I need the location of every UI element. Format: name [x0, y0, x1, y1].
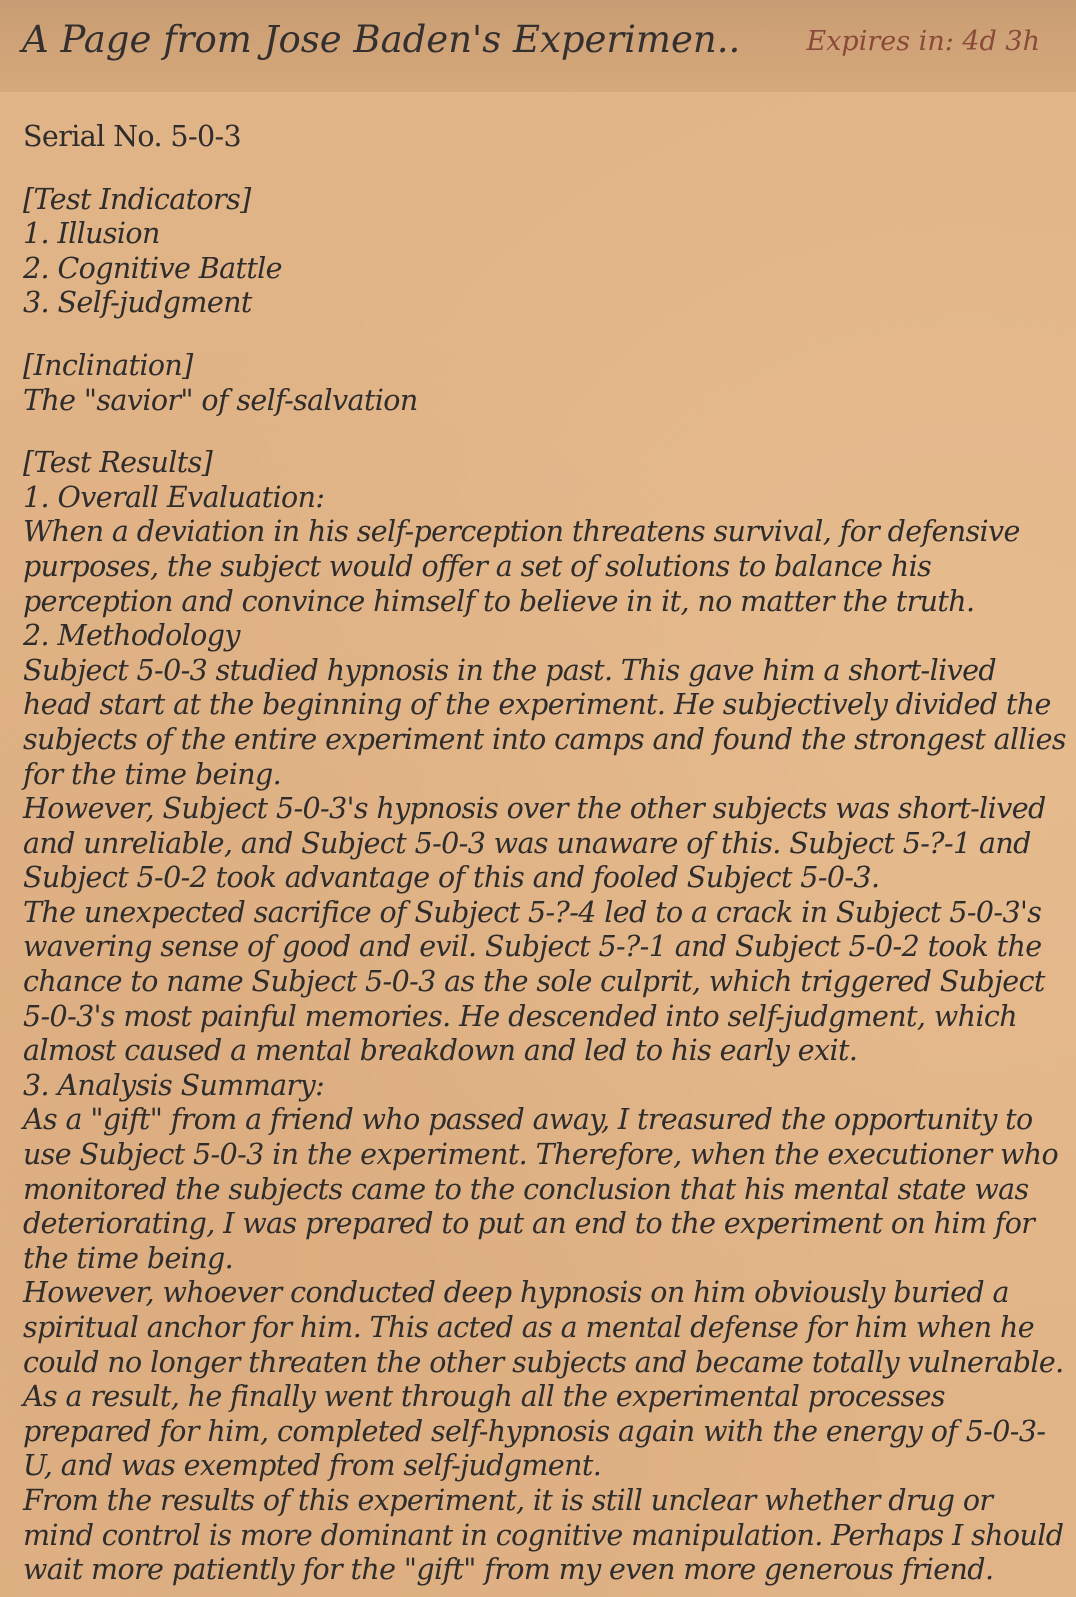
analysis-heading: 3. Analysis Summary: [23, 1068, 325, 1102]
page-title: A Page from Jose Baden's Experimen.. [22, 18, 741, 61]
indicators-heading: [Test Indicators] [23, 182, 251, 216]
methodology-heading: 2. Methodology [23, 619, 240, 653]
header-bar [0, 0, 1076, 92]
indicator-item: 2. Cognitive Battle [23, 251, 282, 285]
indicator-item: 3. Self-judgment [23, 286, 252, 320]
analysis-paragraph: As a "gift" from a friend who passed away, I treasured the opportunity to use Subject 5-0-3 in the experiment. Therefore, when the executioner who monitored the subjects came to the conclusion that his mental state was deteriorating, I was prepared to put an end to the experiment on him for the time being. [23, 1103, 1059, 1275]
methodology-paragraph: However, Subject 5-0-3's hypnosis over the other subjects was short-lived and unreliable, and Subject 5-0-3 was unaware of this. Subject 5-?-1 and Subject 5-0-2 took advantage of this and fooled Subject 5-0-3. [23, 792, 1046, 895]
analysis-paragraph: From the results of this experiment, it is still unclear whether drug or mind control is more dominant in cognitive manipulation. Perhaps I should wait more patiently for the "gift" from my even more generous friend. [23, 1483, 1064, 1587]
methodology-paragraph: The unexpected sacrifice of Subject 5-?-4 led to a crack in Subject 5-0-3's wavering sense of good and evil. Subject 5-?-1 and Subject 5-0-2 took the chance to name Subject 5-0-3 as the sole culprit, which triggered Subject 5-0-3's most painful memories. He descended into self-judgment, which almost caused a mental breakdown and led to his early exit. [23, 895, 1045, 1068]
expiry-timer: Expires in: 4d 3h [806, 26, 1040, 57]
indicator-item: 1. Illusion [23, 217, 160, 251]
inclination-text: The "savior" of self-salvation [23, 383, 418, 417]
analysis-paragraph: However, whoever conducted deep hypnosis on him obviously buried a spiritual anchor for him. This acted as a mental defense for him when he could no longer threaten the other subjects and became totally vulnerable. As a result, he finally went through all the experimental processes prepared for him, completed self-hypnosis again with the energy of 5-0-3-U, and was exempted from self-judgment. [23, 1276, 1064, 1483]
results-heading: [Test Results] [23, 446, 213, 480]
overall-heading: 1. Overall Evaluation: [23, 480, 325, 514]
inclination-heading: [Inclination] [23, 348, 193, 382]
serial-number: Serial No. 5-0-3 [23, 120, 242, 153]
methodology-paragraph: Subject 5-0-3 studied hypnosis in the past. This gave him a short-lived head start at the beginning of the experiment. He subjectively divided the subjects of the entire experiment into camps and found the strongest allies for the time being. [23, 653, 1066, 791]
document-body[interactable] [23, 120, 1068, 1588]
overall-text: When a deviation in his self-perception threatens survival, for defensive purposes, the subject would offer a set of solutions to balance his perception and convince himself to believe in it, no matter the truth. [23, 515, 1020, 618]
